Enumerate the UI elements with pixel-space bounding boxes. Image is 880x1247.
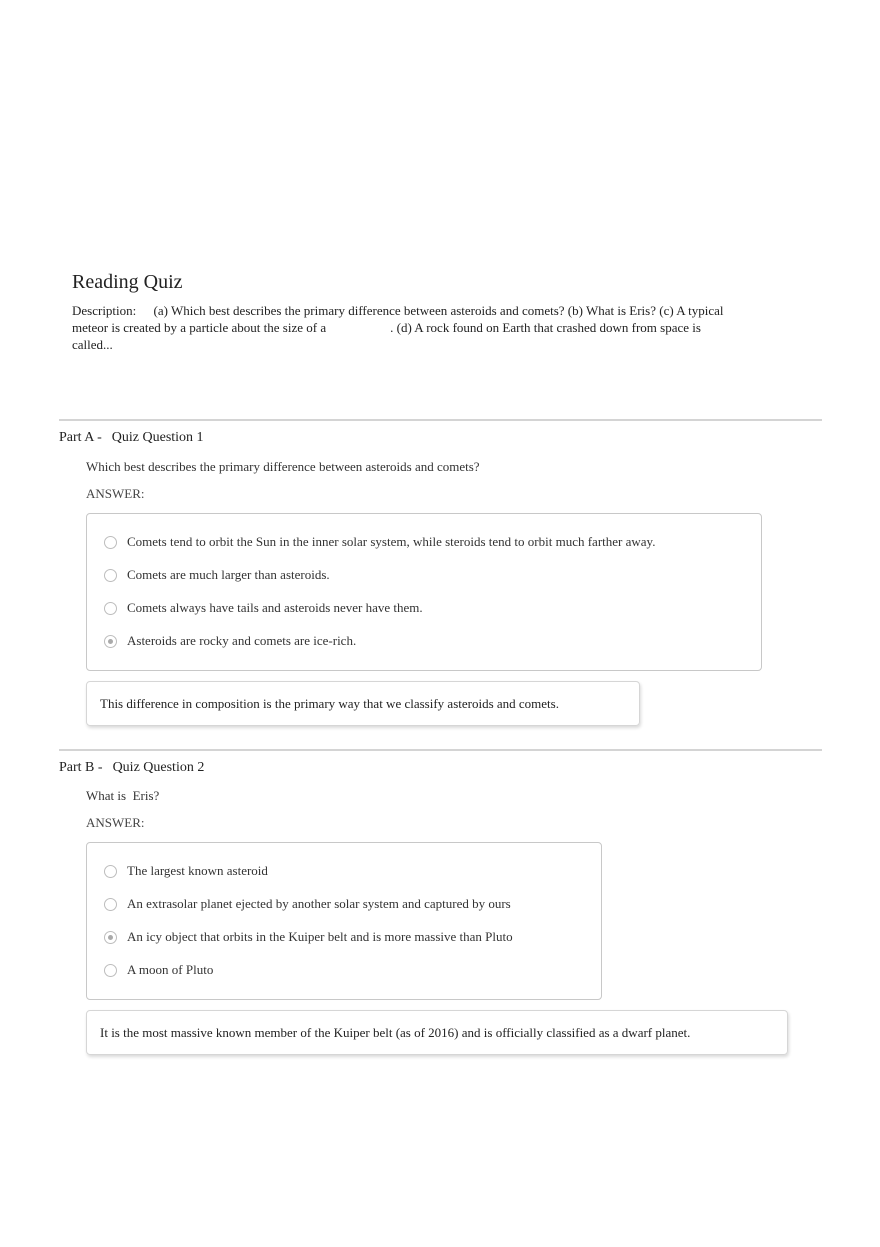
answer-option[interactable] <box>104 863 268 879</box>
answer-label: ANSWER: <box>86 815 145 830</box>
part-a-header <box>59 430 204 446</box>
answer-options <box>86 513 762 671</box>
radio-button[interactable] <box>104 964 117 977</box>
radio-button[interactable] <box>104 569 117 582</box>
answer-option[interactable] <box>104 534 655 550</box>
feedback-box: This difference in composition is the primary way that we classify asteroids and comets. <box>86 681 640 726</box>
part-b-header <box>59 760 204 776</box>
description-text-2: . (d) A rock found on Earth that crashed down from space is called... <box>72 320 701 352</box>
answer-option[interactable] <box>104 633 356 649</box>
question-text: Which best describes the primary difference between asteroids and comets? <box>86 459 480 474</box>
answer-option[interactable] <box>104 567 330 583</box>
radio-button[interactable] <box>104 602 117 615</box>
answer-option[interactable] <box>104 600 423 616</box>
option-label: A moon of Pluto <box>127 962 214 977</box>
answer-option[interactable] <box>104 962 213 978</box>
quiz-description <box>72 302 732 353</box>
radio-button-selected[interactable] <box>104 931 117 944</box>
page-title: Reading Quiz <box>72 271 183 293</box>
description-label: Description: <box>72 303 137 318</box>
part-label: Part A - <box>59 430 102 445</box>
section-divider <box>59 749 822 751</box>
question-title: Quiz Question 2 <box>112 760 205 775</box>
option-label: An extrasolar planet ejected by another solar system and captured by ours <box>127 896 511 911</box>
answer-options <box>86 842 602 1000</box>
radio-button[interactable] <box>104 536 117 549</box>
answer-label: ANSWER: <box>86 486 145 501</box>
option-label: An icy object that orbits in the Kuiper belt and is more massive than Pluto <box>127 929 513 944</box>
option-label: Comets tend to orbit the Sun in the inner solar system, while steroids tend to orbit much farther away. <box>127 534 656 549</box>
part-label: Part B - <box>59 760 103 775</box>
option-label: Comets are much larger than asteroids. <box>127 567 330 582</box>
radio-button[interactable] <box>104 898 117 911</box>
option-label: Asteroids are rocky and comets are ice-rich. <box>127 633 357 648</box>
option-label: The largest known asteroid <box>127 863 268 878</box>
radio-button[interactable] <box>104 865 117 878</box>
answer-option[interactable] <box>104 929 513 945</box>
question-text: What is Eris? <box>86 788 160 803</box>
section-divider <box>59 419 822 421</box>
option-label: Comets always have tails and asteroids never have them. <box>127 600 423 615</box>
radio-button-selected[interactable] <box>104 635 117 648</box>
answer-option[interactable] <box>104 896 511 912</box>
feedback-box: It is the most massive known member of the Kuiper belt (as of 2016) and is officially classified as a dwarf planet. <box>86 1010 788 1055</box>
question-title: Quiz Question 1 <box>111 430 204 445</box>
description-text-1: (a) Which best describes the primary difference between asteroids and comets? (b) What is Eris? (c) A typical meteor is created by a particle about the size of a <box>72 303 724 335</box>
